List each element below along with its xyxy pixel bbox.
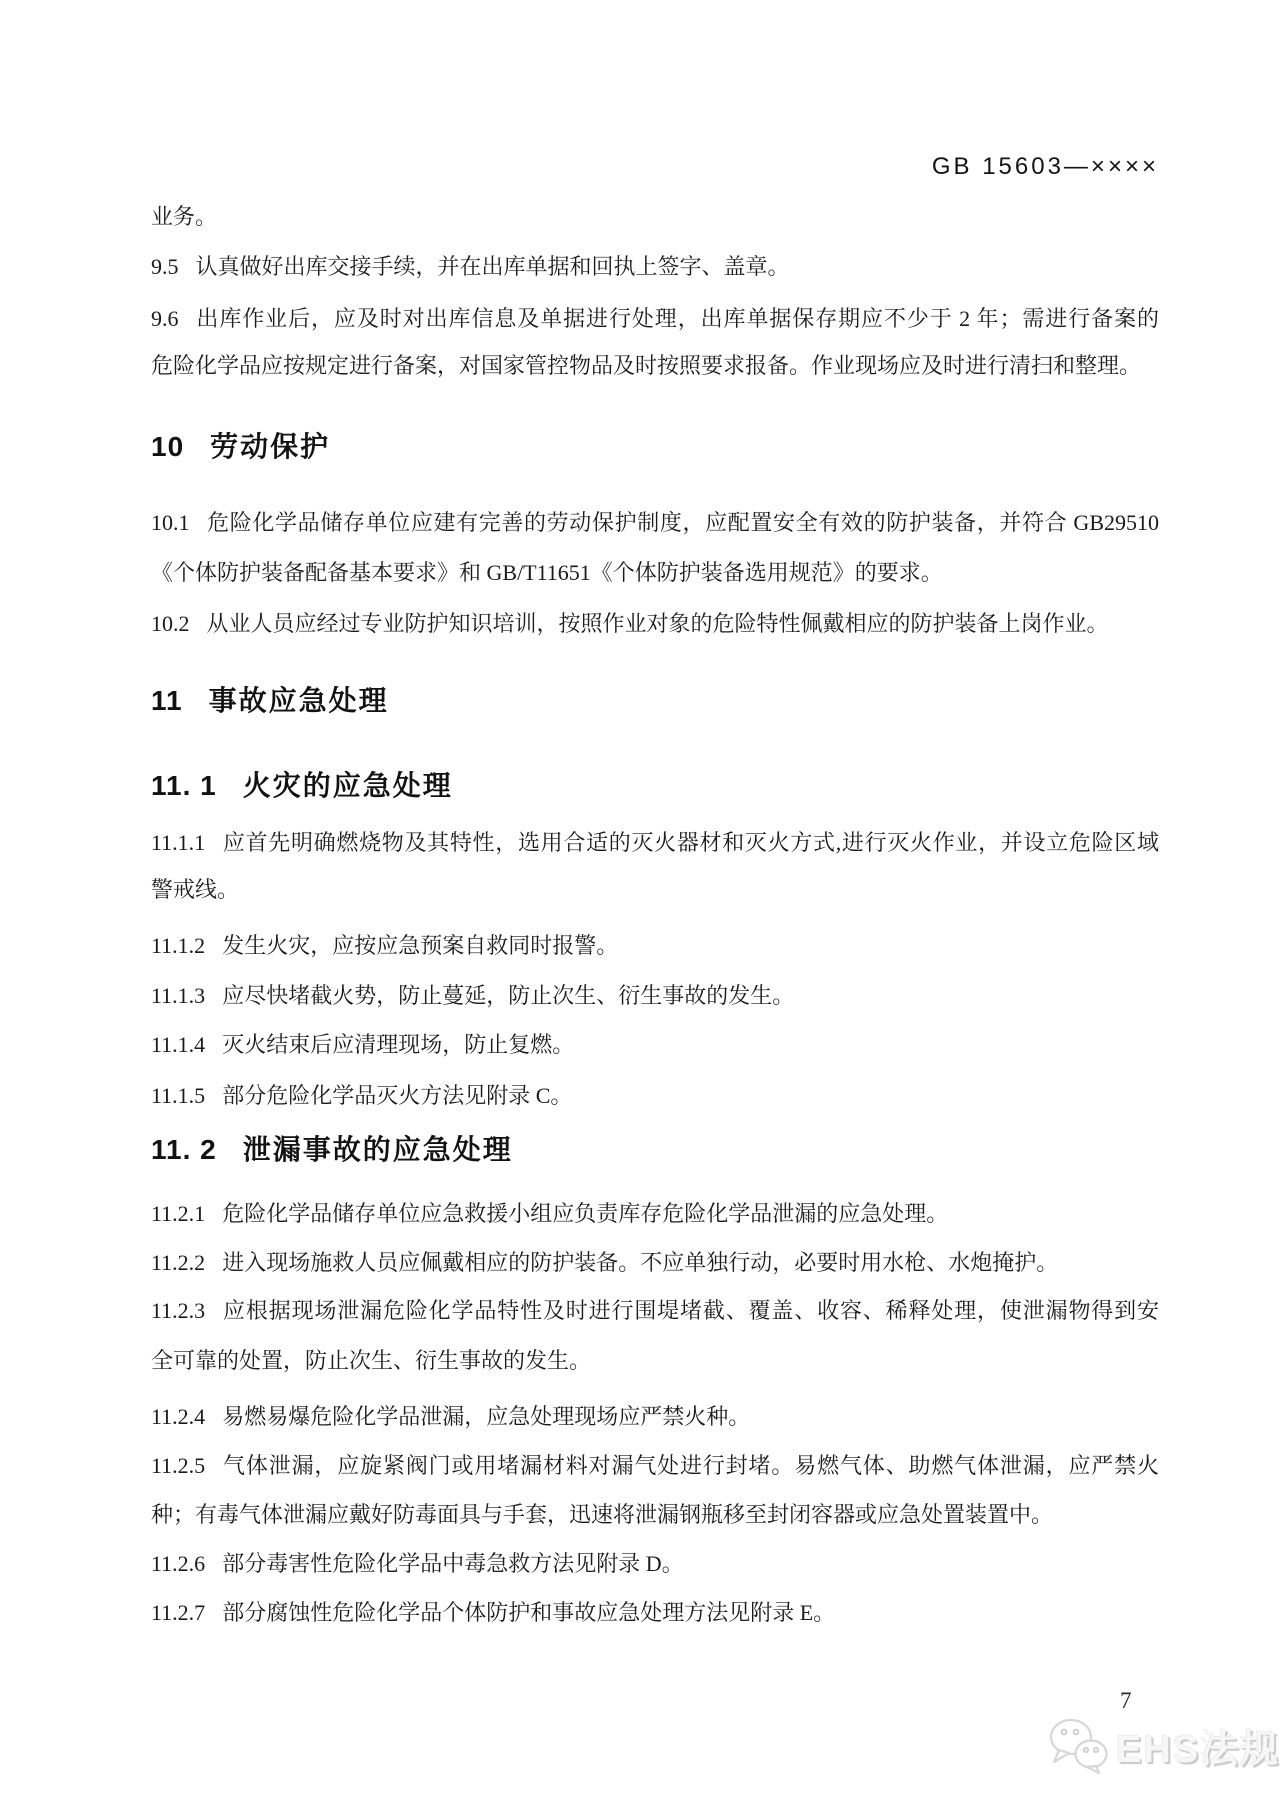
clause-text: 部分腐蚀性危险化学品个体防护和事故应急处理方法见附录 E。 — [222, 1600, 836, 1625]
clause-11-1-5: 11.1.5 部分危险化学品灭火方法见附录 C。 — [151, 1083, 573, 1108]
watermark-text: EHS法规 — [1116, 1728, 1280, 1771]
standard-number: GB 15603—×××× — [931, 153, 1159, 180]
clause-text: 危险化学品应按规定进行备案，对国家管控物品及时按照要求报备。作业现场应及时进行清扫和整理。 — [151, 353, 1142, 378]
clause-text: 种；有毒气体泄漏应戴好防毒面具与手套，迅速将泄漏钢瓶移至封闭容器或应急处置装置中。 — [151, 1502, 1054, 1527]
clause-text: 警戒线。 — [151, 877, 240, 902]
heading-text: 火灾的应急处理 — [242, 770, 453, 801]
wechat-icon — [1046, 1716, 1110, 1774]
heading-text: 劳动保护 — [210, 431, 331, 462]
clause-text: 易燃易爆危险化学品泄漏，应急处理现场应严禁火种。 — [222, 1404, 751, 1429]
clause-text: 灭火结束后应清理现场，防止复燃。 — [222, 1032, 575, 1057]
clause-text: 认真做好出库交接手续，并在出库单据和回执上签字、盖章。 — [195, 254, 790, 279]
clause-11-1-1-line-1: 11.1.1 应首先明确燃烧物及其特性，选用合适的灭火器材和灭火方式,进行灭火作业，并设立危险区域 — [151, 830, 1159, 855]
clause-text: 全可靠的处置，防止次生、衍生事故的发生。 — [151, 1348, 592, 1373]
clause-11-2-2: 11.2.2 进入现场施救人员应佩戴相应的防护装备。不应单独行动，必要时用水枪、水炮掩护。 — [151, 1250, 1059, 1275]
watermark — [1046, 1716, 1280, 1774]
clause-text: 进入现场施救人员应佩戴相应的防护装备。不应单独行动，必要时用水枪、水炮掩护。 — [222, 1250, 1059, 1275]
clause-9-5: 9.5 认真做好出库交接手续，并在出库单据和回执上签字、盖章。 — [151, 254, 790, 279]
clause-11-1-2: 11.1.2 发生火灾，应按应急预案自救同时报警。 — [151, 933, 619, 958]
clause-text: 部分毒害性危险化学品中毒急救方法见附录 D。 — [222, 1551, 684, 1576]
clause-9-4-continuation — [151, 201, 1159, 233]
clause-11-2-6: 11.2.6 部分毒害性危险化学品中毒急救方法见附录 D。 — [151, 1551, 684, 1576]
clause-9-6-line-2 — [151, 350, 1159, 382]
clause-text: 应尽快堵截火势，防止蔓延，防止次生、衍生事故的发生。 — [222, 983, 795, 1008]
clause-11-1-1-line-2 — [151, 874, 1159, 906]
clause-text: 部分危险化学品灭火方法见附录 C。 — [222, 1083, 573, 1108]
clause-11-2-7: 11.2.7 部分腐蚀性危险化学品个体防护和事故应急处理方法见附录 E。 — [151, 1600, 836, 1625]
clause-11-2-5-line-2 — [151, 1499, 1159, 1531]
section-heading-11: 11 事故应急处理 — [151, 685, 389, 716]
clause-11-2-1: 11.2.1 危险化学品储存单位应急救援小组应负责库存危险化学品泄漏的应急处理。 — [151, 1201, 949, 1226]
clause-11-2-3-line-2 — [151, 1345, 1159, 1377]
clause-11-1-4: 11.1.4 灭火结束后应清理现场，防止复燃。 — [151, 1032, 575, 1057]
clause-text: 出库作业后，应及时对出库信息及单据进行处理，出库单据保存期应不少于 2 年；需进行备案的 — [195, 306, 1159, 331]
clause-text: 《个体防护装备配备基本要求》和 GB/T11651《个体防护装备选用规范》的要求。 — [151, 560, 943, 585]
clause-11-2-5-line-1: 11.2.5 气体泄漏，应旋紧阀门或用堵漏材料对漏气处进行封堵。易燃气体、助燃气体泄漏，应严禁火 — [151, 1453, 1159, 1478]
subsection-heading-11-1: 11. 1 火灾的应急处理 — [151, 770, 453, 801]
heading-text: 泄漏事故的应急处理 — [242, 1134, 513, 1165]
clause-10-2: 10.2 从业人员应经过专业防护知识培训，按照作业对象的危险特性佩戴相应的防护装备上岗作业。 — [151, 611, 1109, 636]
clause-10-1-line-1: 10.1 危险化学品储存单位应建有完善的劳动保护制度，应配置安全有效的防护装备，并符合 GB29510 — [151, 510, 1159, 535]
clause-11-2-3-line-1: 11.2.3 应根据现场泄漏危险化学品特性及时进行围堤堵截、覆盖、收容、稀释处理，使泄漏物得到安 — [151, 1298, 1159, 1323]
clause-text: 从业人员应经过专业防护知识培训，按照作业对象的危险特性佩戴相应的防护装备上岗作业。 — [206, 611, 1109, 636]
heading-text: 事故应急处理 — [208, 685, 389, 716]
clause-11-1-3: 11.1.3 应尽快堵截火势，防止蔓延，防止次生、衍生事故的发生。 — [151, 983, 795, 1008]
subsection-heading-11-2: 11. 2 泄漏事故的应急处理 — [151, 1134, 513, 1165]
clause-text: 应根据现场泄漏危险化学品特性及时进行围堤堵截、覆盖、收容、稀释处理，使泄漏物得到安 — [222, 1298, 1159, 1323]
clause-text: 发生火灾，应按应急预案自救同时报警。 — [222, 933, 619, 958]
clause-text: 危险化学品储存单位应建有完善的劳动保护制度，应配置安全有效的防护装备，并符合 GB29510 — [206, 510, 1159, 535]
clause-text: 气体泄漏，应旋紧阀门或用堵漏材料对漏气处进行封堵。易燃气体、助燃气体泄漏，应严禁火 — [222, 1453, 1159, 1478]
page-number: 7 — [1120, 1688, 1132, 1713]
clause-11-2-4: 11.2.4 易燃易爆危险化学品泄漏，应急处理现场应严禁火种。 — [151, 1404, 751, 1429]
clause-text: 业务。 — [151, 204, 218, 229]
clause-10-1-line-2 — [151, 557, 1159, 589]
section-heading-10: 10 劳动保护 — [151, 431, 331, 462]
clause-text: 危险化学品储存单位应急救援小组应负责库存危险化学品泄漏的应急处理。 — [222, 1201, 949, 1226]
clause-9-6-line-1: 9.6 出库作业后，应及时对出库信息及单据进行处理，出库单据保存期应不少于 2 年；需进行备案的 — [151, 306, 1159, 331]
clause-text: 应首先明确燃烧物及其特性，选用合适的灭火器材和灭火方式,进行灭火作业，并设立危险区域 — [222, 830, 1159, 855]
